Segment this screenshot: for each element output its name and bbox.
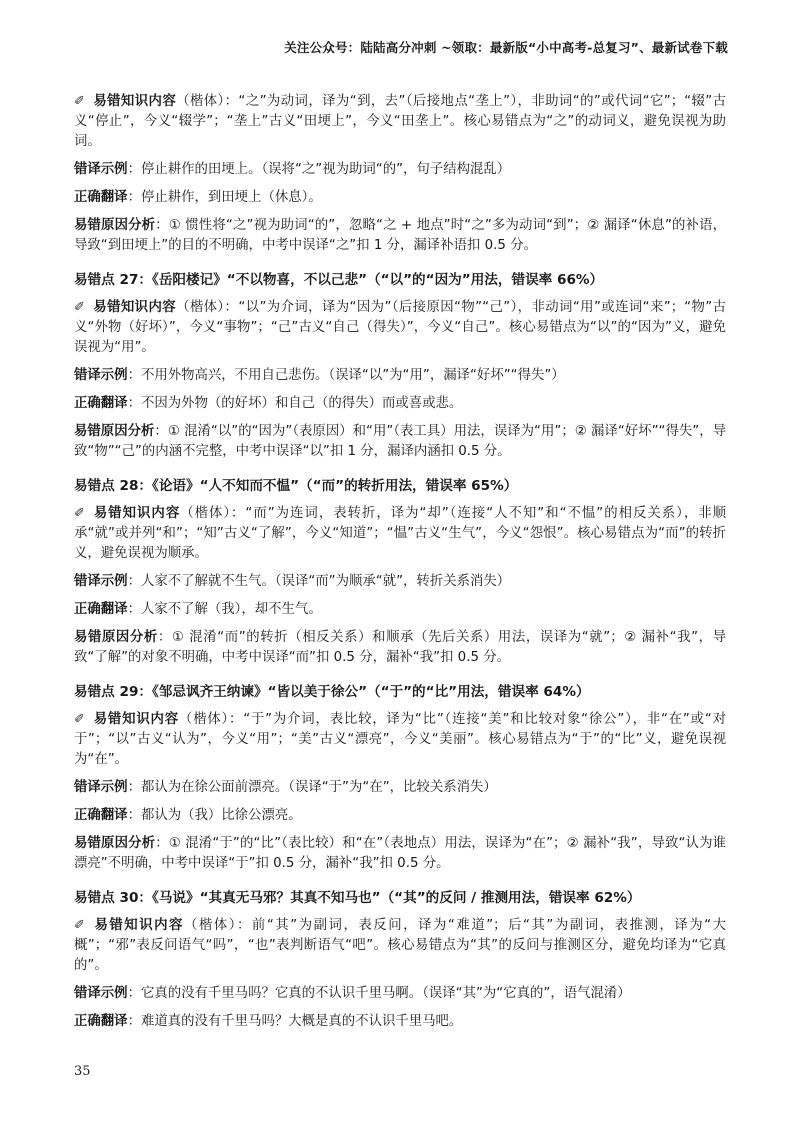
pencil-icon: ✐ [74,918,85,933]
correct-translation-text: ：停止耕作，到田埂上（休息）。 [127,190,322,205]
reason-analysis-paragraph [74,216,726,256]
reason-analysis-text: ：① 混淆“以”的“因为”（表原因）和“用”（表工具）用法，误译为“用”；② 漏译“好坏”“得失”，导致“物”“己”的内涵不完整，中考中误译“以”扣 1 分，漏译内涵扣 0.5 分。 [74,424,727,459]
correct-translation-text: ：人家不了解（我），却不生气。 [127,602,322,617]
wrong-example-text: ：停止耕作的田埂上。（误将“之”视为助词“的”，句子结构混乱） [127,162,511,177]
error-point-heading: 易错点 29：《邹忌讽齐王纳谏》“皆以美于徐公”（“于”的“比”用法，错误率 64%） [74,684,590,700]
correct-translation-paragraph [74,806,726,826]
correct-translation-paragraph [74,600,726,620]
error-point-heading: 易错点 27：《岳阳楼记》“不以物喜，不以己悲”（“以”的“因为”用法，错误率 66%） [74,272,604,288]
knowledge-paragraph [74,92,726,152]
pencil-icon: ✐ [74,300,85,315]
knowledge-text: （楷体）：“之”为动词，译为“到，去”（后接地点“垄上”），非助词“的”或代词“它”；“辍”古义“停止”，今义“辍学”；“垄上”古义“田埂上”，今义“田垄上”。核心易错点为“之”的动词义，避免误视为助词。 [74,94,726,149]
wrong-example-text: ：它真的没有千里马吗？它真的不认识千里马啊。（误译“其”为“它真的”，语气混淆） [127,986,631,1001]
document-body [74,92,726,1040]
reason-analysis-label: 易错原因分析 [74,630,158,645]
wrong-example-paragraph [74,160,726,180]
reason-analysis-paragraph [74,422,726,462]
correct-translation-paragraph [74,394,726,414]
knowledge-label: 易错知识内容 [92,918,184,933]
reason-analysis-text: ：① 混淆“于”的“比”（表比较）和“在”（表地点）用法，误译为“在”；② 漏补“我”，导致“认为谁漂亮”不明确，中考中误译“于”扣 0.5 分，漏补“我”扣 0.5 分。 [74,836,726,871]
pencil-icon: ✐ [74,506,85,521]
page-header: 关注公众号：陆陆高分冲刺 ~领取：最新版“小中高考-总复习”、最新试卷下载 [284,40,728,55]
knowledge-text: （楷体）：前“其”为副词，表反问，译为“难道”；后“其”为副词，表推测，译为“大概”；“邪”表反问语气“吗”，“也”表判断语气“吧”。核心易错点为“其”的反问与推测区分，避免均译为“它真的”。 [74,918,726,973]
reason-analysis-label: 易错原因分析 [74,836,156,851]
correct-translation-text: ：不因为外物（的好坏）和自己（的得失）而或喜或悲。 [127,396,463,411]
wrong-example-label: 错译示例 [74,368,128,383]
wrong-example-text: ：人家不了解就不生气。（误译“而”为顺承“就”，转折关系消失） [127,574,511,589]
wrong-example-label: 错译示例 [74,986,128,1001]
knowledge-paragraph [74,298,726,358]
correct-translation-label: 正确翻译 [74,808,128,823]
knowledge-paragraph [74,504,726,564]
wrong-example-text: ：都认为在徐公面前漂亮。（误译“于”为“在”，比较关系消失） [127,780,497,795]
wrong-example-text: ：不用外物高兴，不用自己悲伤。（误译“以”为“用”，漏译“好坏”“得失”） [127,368,565,383]
knowledge-label: 易错知识内容 [92,94,177,109]
correct-translation-paragraph [74,1012,726,1032]
knowledge-paragraph [74,710,726,770]
reason-analysis-paragraph [74,834,726,874]
knowledge-text: （楷体）：“以”为介词，译为“因为”（后接原因“物”“己”），非动词“用”或连词“来”；“物”古义“外物（好坏）”，今义“事物”；“己”古义“自己（得失）”，今义“自己”。核心易错点为“以”的“因为”义，避免误视为“用”。 [74,300,726,355]
knowledge-text: （楷体）：“而”为连词，表转折，译为“却”（连接“人不知”和“不愠”的相反关系），非顺承“就”或并列“和”；“知”古义“了解”，今义“知道”；“愠”古义“生气”，今义“怨恨”。核心易错点为“而”的转折义，避免误视为顺承。 [74,506,726,561]
wrong-example-label: 错译示例 [74,574,128,589]
knowledge-paragraph [74,916,726,976]
correct-translation-paragraph [74,188,726,208]
correct-translation-label: 正确翻译 [74,190,128,205]
reason-analysis-text: ：① 混淆“而”的转折（相反关系）和顺承（先后关系）用法，误译为“就”；② 漏补“我”，导致“了解”的对象不明确，中考中误译“而”扣 0.5 分，漏补“我”扣 0.5 分。 [74,630,726,665]
correct-translation-label: 正确翻译 [74,1014,128,1029]
knowledge-label: 易错知识内容 [92,300,177,315]
wrong-example-paragraph [74,778,726,798]
wrong-example-label: 错译示例 [74,780,128,795]
wrong-example-paragraph [74,366,726,386]
pencil-icon: ✐ [74,94,85,109]
knowledge-label: 易错知识内容 [92,506,181,521]
correct-translation-text: ：难道真的没有千里马吗？大概是真的不认识千里马吧。 [127,1014,463,1029]
correct-translation-label: 正确翻译 [74,602,128,617]
page-number: 35 [74,1064,91,1079]
error-point-heading: 易错点 28：《论语》“人不知而不愠”（“而”的转折用法，错误率 65%） [74,478,518,494]
wrong-example-label: 错译示例 [74,162,128,177]
wrong-example-paragraph [74,572,726,592]
reason-analysis-label: 易错原因分析 [74,218,156,233]
wrong-example-paragraph [74,984,726,1004]
reason-analysis-text: ：① 惯性将“之”视为助词“的”，忽略“之 + 地点”时“之”多为动词“到”；② 漏译“休息”的补语，导致“到田埂上”的目的不明确，中考中误译“之”扣 1 分，漏译补语扣 0.5 分。 [74,218,727,253]
knowledge-label: 易错知识内容 [92,712,179,727]
correct-translation-label: 正确翻译 [74,396,128,411]
error-point-heading: 易错点 30：《马说》“其真无马邪？其真不知马也”（“其”的反问 / 推测用法，错误率 62%） [74,890,641,906]
knowledge-text: （楷体）：“于”为介词，表比较，译为“比”（连接“美”和比较对象“徐公”），非“在”或“对于”；“以”古义“认为”，今义“用”；“美”古义“漂亮”，今义“美丽”。核心易错点为“于”的“比”义，避免误视为“在”。 [74,712,726,767]
reason-analysis-paragraph [74,628,726,668]
correct-translation-text: ：都认为（我）比徐公漂亮。 [127,808,302,823]
pencil-icon: ✐ [74,712,85,727]
reason-analysis-label: 易错原因分析 [74,424,155,439]
